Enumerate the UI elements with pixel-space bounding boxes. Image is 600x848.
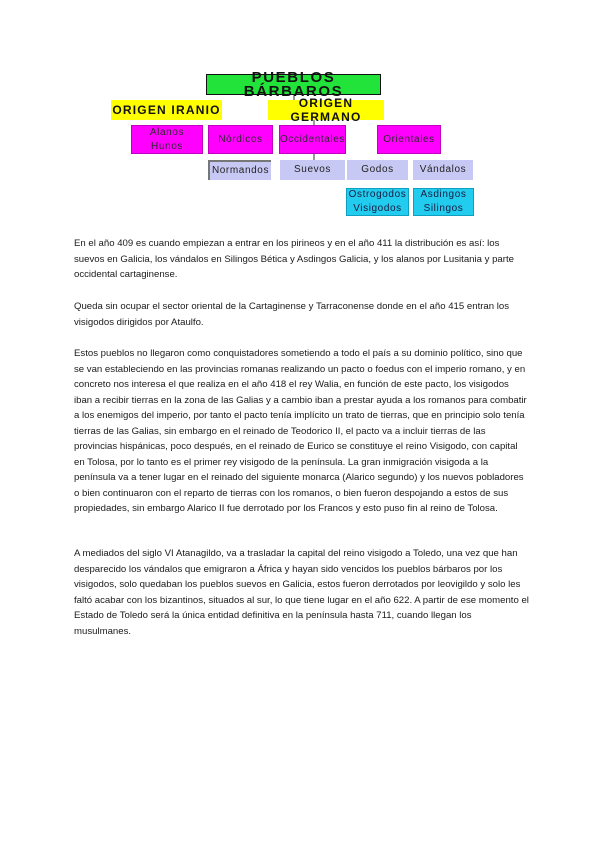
paragraph-2: Queda sin ocupar el sector oriental de la Cartaginense y Tarraconense donde en el año 415 entran los visigodos dirigidos por Ataulfo. [74,301,510,328]
people-godos: Godos [347,160,408,180]
group-alanos-hunos [131,125,203,154]
group-hunos-label: Hunos [151,140,183,152]
group-orientales: Orientales [377,125,441,154]
ostrogodos-label: Ostrogodos [348,189,407,200]
paragraph-3: Estos pueblos no llegaron como conquistadores sometiendo a todo el país a su dominio político, sino que se van estableciendo en las provincias romanas realizando un pacto o foedus con el imperio romano, y en concreto nos interesa el que realiza en el año 418 el rey Walia, en función de este pacto, los visigodos iban a recibir tierras en la zona de las Galias y a cambio iban a prestar ayuda a los romanos para combatir a los enemigos del imperio, por tanto el pacto tenía implícito un trato de tierras, que en principio solo tenía tierras de las Galias, sin embargo en el reinado de Teodorico II, el pacto va a incluir tierras de las provincias hispánicas, poco después, en el reinado de Eurico se constituye el reino Visigodo, con capital en Tolosa, por lo tanto es el primer rey visigodo de la península. La gran inmigración visigoda a la península va a tener lugar en el reinado del siguiente monarca (Alarico segundo) y los nuevos pobladores o bien continuaron con el reparto de tierras con los romanos, o bien fueron despojando a estos de sus propiedades, sin embargo Alarico II fue derrotado por los Francos y esto puso fin al reino de Tolosa. [74,348,527,514]
people-suevos: Suevos [280,160,345,180]
group-nordicos: Nórdicos [208,125,273,154]
people-normandos: Normandos [208,160,271,180]
subpeople-asdingos-silingos [413,188,474,216]
paragraph-4: A mediados del siglo VI Atanagildo, va a trasladar la capital del reino visigodo a Toledo, una vez que han desparecido los vándalos que emigraron a África y hayan sido vencidos los pueblos bárbaros por los visigodos, solo quedaban los pueblos suevos en Galicia, estos fueron derrotados por leovigildo y solo les faltó acabar con los bizantinos, situados al sur, lo que tiene lugar en el año 622. A partir de ese momento el Estado de Toledo será la única entidad definitiva en la península hasta 711, cuando llegan los musulmanes. [74,548,529,637]
group-occidentales: Occidentales [279,125,346,154]
pueblos-barbaros-diagram [0,0,600,230]
visigodos-label: Visigodos [353,203,402,214]
origin-iranio: ORIGEN IRANIO [111,100,222,120]
origin-germano: ORIGEN GERMANO [268,100,384,120]
silingos-label: Silingos [423,203,464,214]
diagram-title: PUEBLOS BÁRBAROS [206,74,381,95]
paragraph-1: En el año 409 es cuando empiezan a entrar en los pirineos y en el año 411 la distribución es así: los suevos en Galicia, los vándalos en Silingos Bética y Asdingos Galicia, y los alanos por Lusitania y parte occidental cartaginense. [74,238,514,280]
asdingos-label: Asdingos [420,189,467,200]
people-vandalos: Vándalos [413,160,473,180]
subpeople-ostrogodos-visigodos [346,188,409,216]
group-alanos-label: Alanos [149,126,185,138]
